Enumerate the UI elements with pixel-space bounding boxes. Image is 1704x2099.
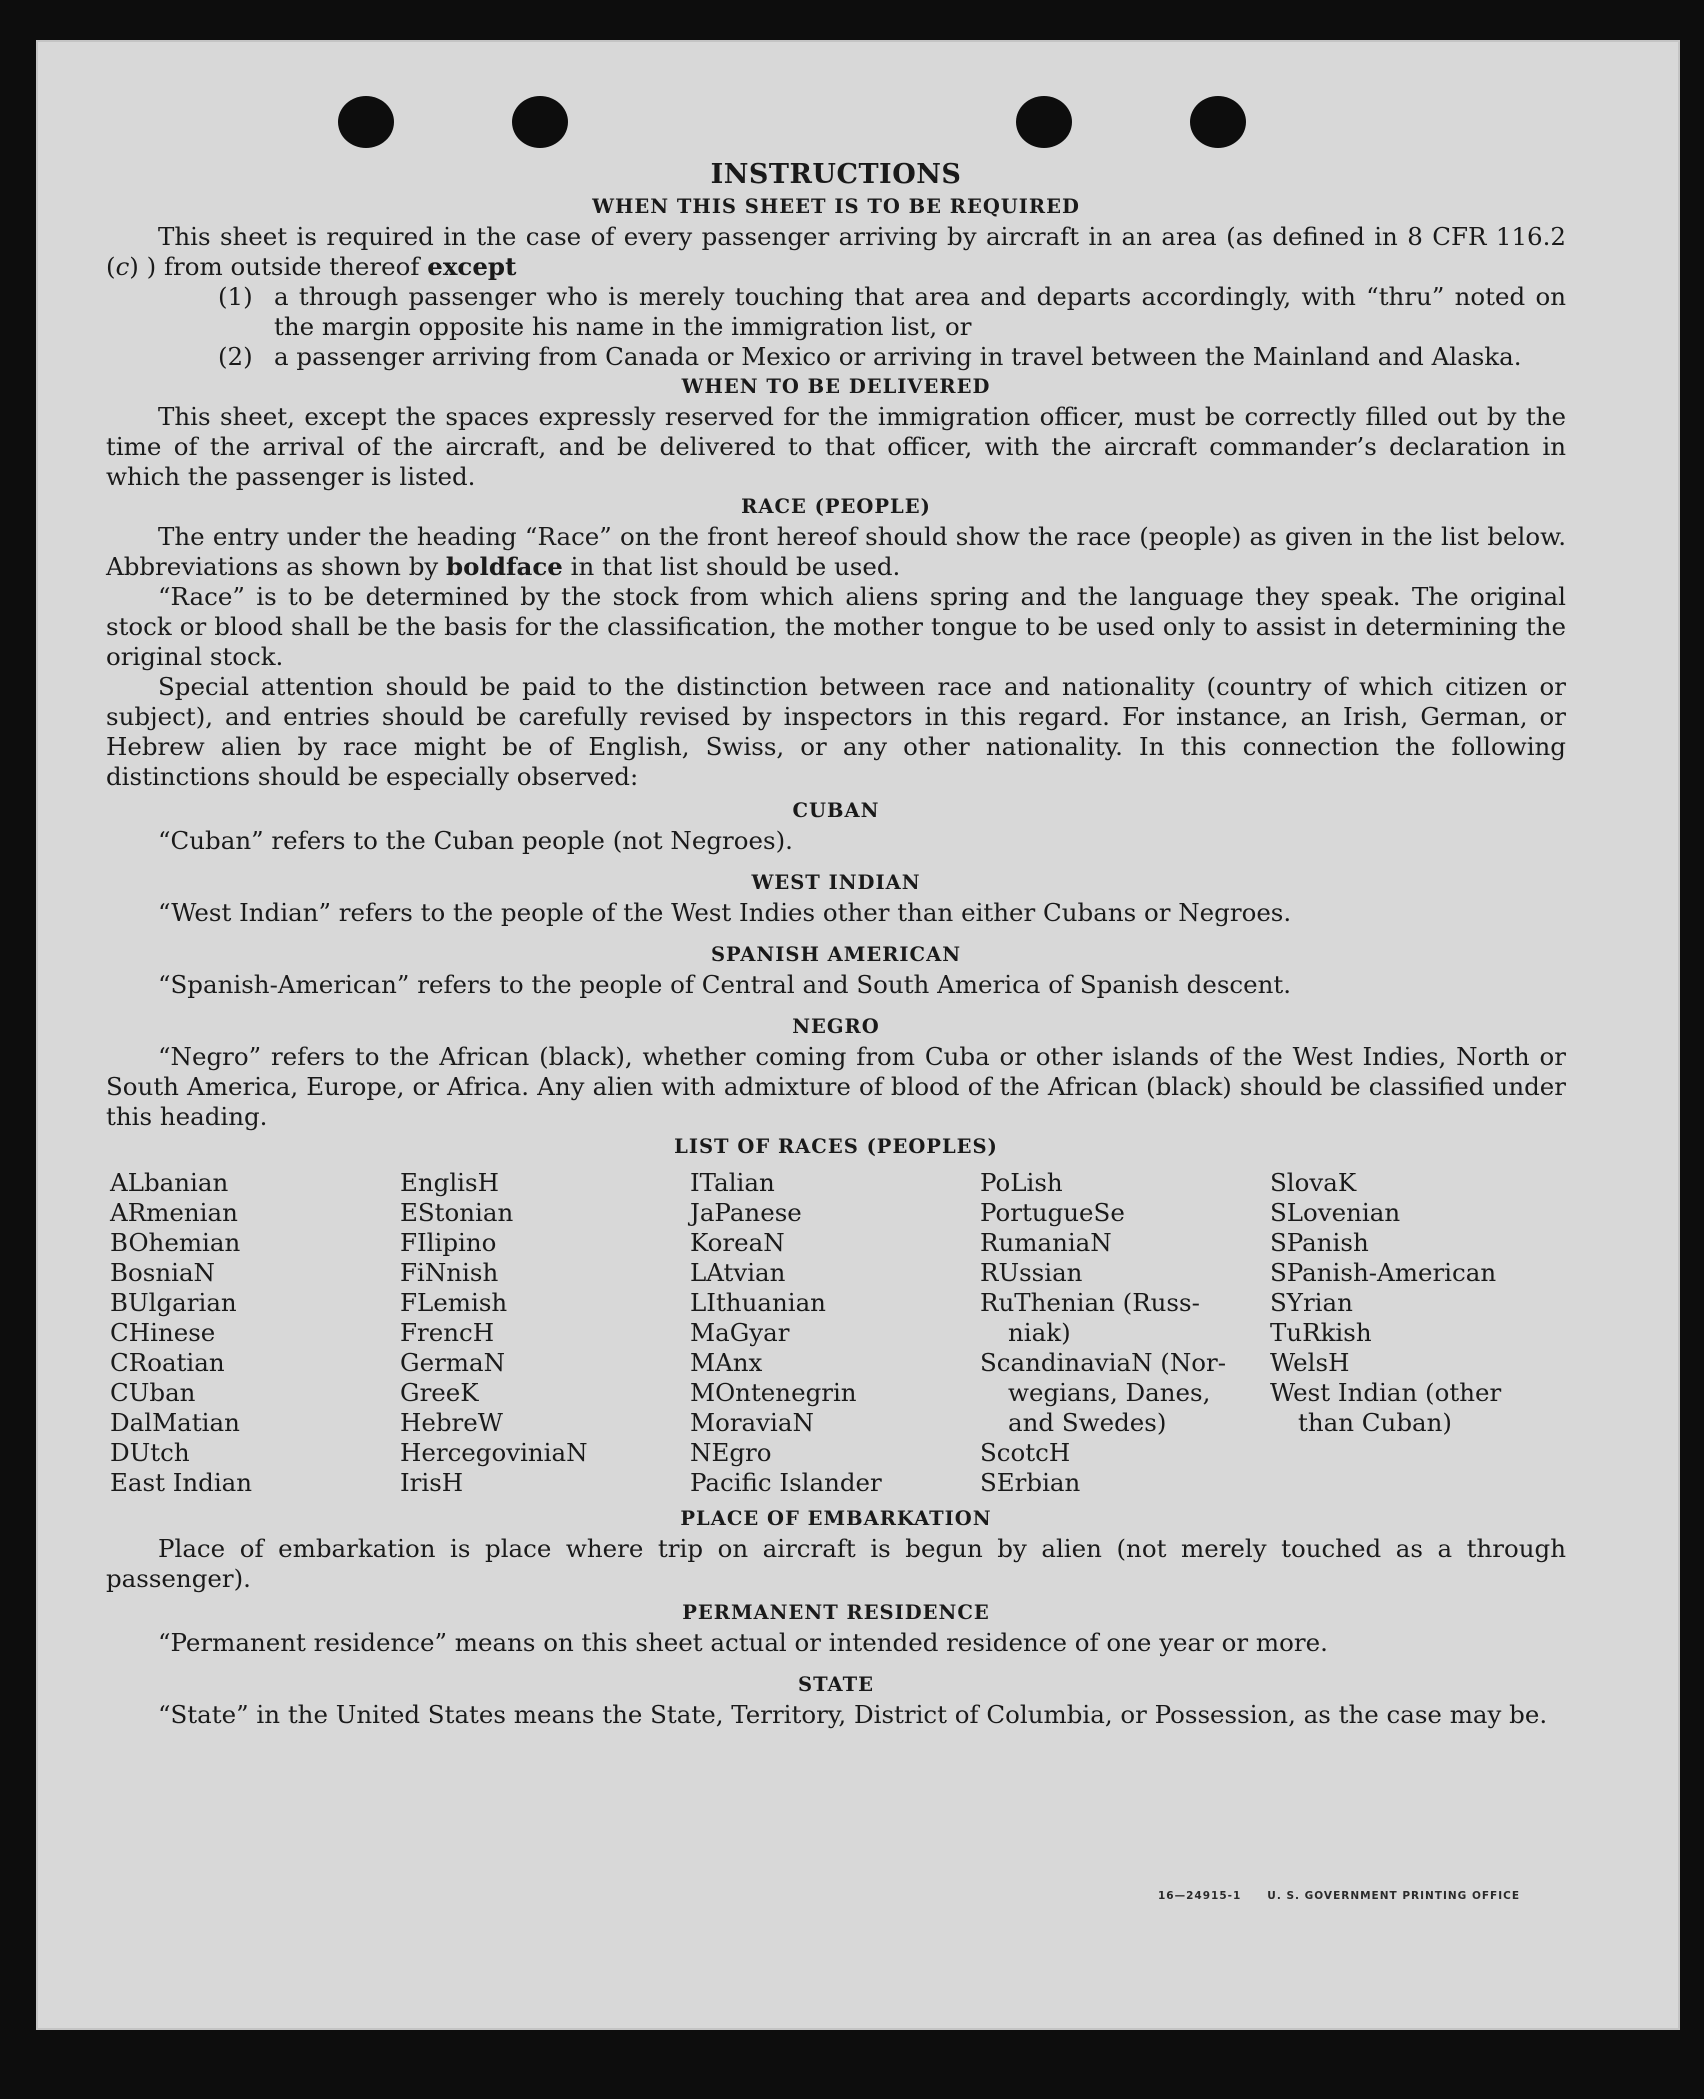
race-entry: GreeK [400,1378,479,1407]
race-entry: RUssian [980,1258,1083,1287]
section-heading-list: LIST OF RACES (PEOPLES) [674,1135,998,1158]
race-entry: CUban [110,1378,196,1407]
race-entry: FIlipino [400,1228,497,1257]
page-title: INSTRUCTIONS [710,159,962,190]
section-heading-delivered: WHEN TO BE DELIVERED [681,375,991,398]
race-entry: West Indian (other [1270,1378,1502,1407]
required-intro-except: except [427,252,517,281]
race-entry: ScotcH [980,1438,1071,1467]
list-item [218,282,1566,342]
section-heading-race: RACE (PEOPLE) [741,495,931,518]
races-column [400,1168,690,1498]
section-heading-residence: PERMANENT RESIDENCE [682,1601,990,1624]
race-paragraph-3: Special attention should be paid to the distinction between race and nationality (country of which citizen or subject), and entries should be carefully revised by inspectors in this regard. For instance, an Irish, German, or Hebrew alien by race might be of English, Swiss, or any other nationality. In this connection the following distinctions should be especially observed: [106,672,1566,791]
race-paragraph-1 [106,522,1566,582]
race-entry: EnglisH [400,1168,499,1197]
race-entry: JaPanese [690,1198,802,1227]
spanish-american-text: “Spanish-American” refers to the people of Central and South America of Spanish descent. [158,970,1292,999]
race-entry: SLovenian [1270,1198,1401,1227]
item-number: (2) [218,342,253,371]
races-column [1270,1168,1560,1498]
race-entry: SErbian [980,1468,1081,1497]
instruction-sheet [36,40,1680,2030]
race-entry: ALbanian [110,1168,229,1197]
race-entry: and Swedes) [1008,1408,1167,1437]
race-entry: FLemish [400,1288,508,1317]
race-entry: niak) [1008,1318,1071,1347]
race-entry: ITalian [690,1168,775,1197]
race-entry: PoLish [980,1168,1063,1197]
race-paragraph-2: “Race” is to be determined by the stock from which aliens spring and the language they speak. The original stock or blood shall be the basis for the classification, the mother tongue to be used only to assist in determining the original stock. [106,582,1566,671]
race-entry: GermaN [400,1348,506,1377]
item-number: (1) [218,282,253,311]
race-entry: BUlgarian [110,1288,237,1317]
race-entry: RuThenian (Russ- [980,1288,1200,1317]
race-entry: CHinese [110,1318,216,1347]
required-intro-text-b: ) ) from outside thereof [129,252,428,281]
race-entry: RumaniaN [980,1228,1112,1257]
race-entry: BosniaN [110,1258,215,1287]
negro-text: “Negro” refers to the African (black), whether coming from Cuba or other islands of the West Indies, North or South America, Europe, or Africa. Any alien with admixture of blood of the African (black) should be classified under this heading. [106,1042,1566,1131]
race-p1-text-a: The entry under the heading “Race” on the front hereof should show the race (people) as given in the list below. Abbreviations as shown by [106,522,1566,581]
race-entry: HercegoviniaN [400,1438,588,1467]
section-heading-embarkation: PLACE OF EMBARKATION [680,1507,992,1530]
race-entry: MAnx [690,1348,763,1377]
race-entry: TuRkish [1270,1318,1372,1347]
races-column [690,1168,980,1498]
item-text: a passenger arriving from Canada or Mexico or arriving in travel between the Mainland and Alaska. [274,342,1522,371]
required-intro-text-a: This sheet is required in the case of every passenger arriving by aircraft in an area (as defined in 8 CFR 116.2 ( [106,222,1566,281]
punch-hole [1190,96,1246,148]
race-entry: SPanish-American [1270,1258,1497,1287]
race-entry: Pacific Islander [690,1468,882,1497]
punch-hole [1016,96,1072,148]
race-entry: LIthuanian [690,1288,826,1317]
required-intro [106,222,1566,282]
race-entry: CRoatian [110,1348,225,1377]
section-heading-west-indian: WEST INDIAN [751,871,921,894]
races-list [110,1168,1566,1498]
cuban-text: “Cuban” refers to the Cuban people (not Negroes). [158,826,793,855]
section-heading-spanish-american: SPANISH AMERICAN [710,943,962,966]
section-heading-cuban: CUBAN [792,799,880,822]
printer-credit: U. S. GOVERNMENT PRINTING OFFICE [1267,1890,1520,1902]
west-indian-text: “West Indian” refers to the people of the West Indies other than either Cubans or Negroes. [158,898,1292,927]
race-entry: ARmenian [110,1198,238,1227]
required-intro-subsection: c [115,252,130,281]
punch-hole [338,96,394,148]
race-entry: DalMatian [110,1408,240,1437]
punch-hole [512,96,568,148]
race-entry: BOhemian [110,1228,241,1257]
race-p1-bold: boldface [446,552,563,581]
races-column [980,1168,1270,1498]
document-body [106,158,1566,1730]
race-entry: FiNnish [400,1258,499,1287]
section-heading-state: STATE [798,1673,874,1696]
section-heading-required: WHEN THIS SHEET IS TO BE REQUIRED [592,195,1080,218]
race-entry: SlovaK [1270,1168,1357,1197]
race-entry: KoreaN [690,1228,785,1257]
race-entry: EStonian [400,1198,514,1227]
race-entry: PortugueSe [980,1198,1125,1227]
races-column [110,1168,400,1498]
race-entry: ScandinaviaN (Nor- [980,1348,1227,1377]
race-entry: East Indian [110,1468,253,1497]
race-entry: MoraviaN [690,1408,814,1437]
embarkation-text: Place of embarkation is place where trip on aircraft is begun by alien (not merely touched as a through passenger). [106,1534,1566,1593]
race-entry: LAtvian [690,1258,786,1287]
race-entry: wegians, Danes, [1008,1378,1211,1407]
delivered-text: This sheet, except the spaces expressly reserved for the immigration officer, must be correctly filled out by the time of the arrival of the aircraft, and be delivered to that officer, with the aircraft commander’s declaration in which the passenger is listed. [106,402,1566,491]
race-entry: IrisH [400,1468,464,1497]
race-entry: HebreW [400,1408,503,1437]
race-entry: MaGyar [690,1318,790,1347]
residence-text: “Permanent residence” means on this sheet actual or intended residence of one year or more. [158,1628,1328,1657]
race-p1-text-b: in that list should be used. [562,552,901,581]
race-entry: FrencH [400,1318,495,1347]
form-number: 16—24915-1 [1157,1890,1242,1902]
state-text: “State” in the United States means the State, Territory, District of Columbia, or Possession, as the case may be. [158,1700,1548,1729]
item-text: a through passenger who is merely touching that area and departs accordingly, with “thru” noted on the margin opposite his name in the immigration list, or [274,282,1566,341]
race-entry: DUtch [110,1438,190,1467]
list-item [218,342,1566,372]
race-entry: than Cuban) [1298,1408,1452,1437]
race-entry: MOntenegrin [690,1378,857,1407]
race-entry: NEgro [690,1438,772,1467]
race-entry: SYrian [1270,1288,1353,1317]
race-entry: WelsH [1270,1348,1350,1377]
print-code [1158,1890,1520,1902]
race-entry: SPanish [1270,1228,1369,1257]
section-heading-negro: NEGRO [792,1015,880,1038]
